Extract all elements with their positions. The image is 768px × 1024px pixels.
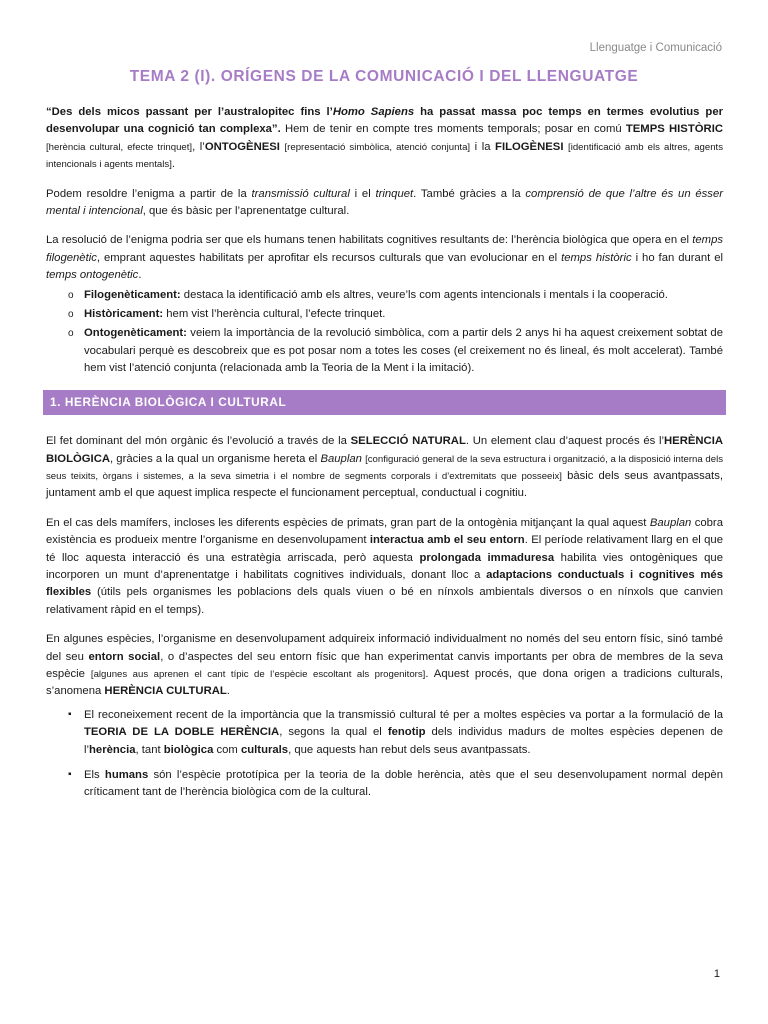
list-item: o Filogenèticament: destaca la identificació amb els altres, veure’ls com agents intencionals i mentals i la cooperació. (46, 287, 723, 304)
temporal-moments-list (46, 287, 723, 378)
document-title: TEMA 2 (I). ORÍGENS DE LA COMUNICACIÓ I DEL LLENGUATGE (129, 68, 639, 85)
term-filogenesi: FILOGÈNESI (495, 140, 564, 153)
paragraph-mammals: En el cas dels mamífers, incloses les diferents espècies de primats, gran part de la ontogènia mitjançant la qual aquest Bauplan cobra existència es produeix mentre l’organisme en desenvolupament interactua amb el seu entorn. El període relativament llarg en el que té lloc aquesta interacció és una estratègia arriscada, però aquesta prolongada immaduresa habilita vies ontogèniques que incorporen un munt d’aprenentatge i habilitats cognitives individuals, donant lloc a adaptacions conductuals i cognitives més flexibles (útils pels organismes les poblacions dels quals viuen o bé en nínxols ambientals diversos o en nínxols que canvien relativament ràpid en el temps). (46, 516, 723, 616)
running-header: Llenguatge i Comunicació (589, 42, 722, 54)
term-ontogenesi: ONTOGÈNESI (204, 140, 280, 153)
dual-inheritance-list (46, 707, 723, 802)
paragraph-enigma: Podem resoldre l’enigma a partir de la transmissió cultural i el trinquet. També gràcies a la comprensió de que l’altre és un ésser mental i intencional, que és bàsic per l’aprenentatge cultural. (46, 187, 724, 218)
paragraph-natural-selection: El fet dominant del món orgànic és l’evolució a través de la SELECCIÓ NATURAL. Un element clau d’aquest procés és l’HERÈNCIA BIOLÒGICA, gràcies a la qual un organisme hereta el Bauplan [configuració general de la seva estructura i organització, a la disposició interna dels seus teixits, òrgans i sistemes, a la seva simetria i el nombre de segments corporals i d’extremitats que posseeix] bàsic dels seus avantpassats, juntament amb el que aquest implica respecte el funcionament perceptual, conductual i cognitiu. (46, 435, 723, 500)
section-heading: 1. HERÈNCIA BIOLÒGICA I CULTURAL (43, 390, 726, 415)
intro-paragraph: “Des dels micos passant per l’australopitec fins l’Homo Sapiens ha passat massa poc temps en termes evolutius per desenvolupar una cognició tan complexa”. Hem de tenir en compte tres moments temporals; posar en comú TEMPS HISTÒRIC [herència cultural, efecte trinquet], l’ONTOGÈNESI [representació simbòlica, atenció conjunta] i la FILOGÈNESI [identificació amb els altres, agents intencionals i agents mentals]. (46, 106, 724, 171)
list-item: ▪ El reconeixement recent de la importància que la transmissió cultural té per a moltes espècies va portar a la formulació de la TEORIA DE LA DOBLE HERÈNCIA, segons la qual el fenotip dels individus madurs de moltes espècies depenen de l’herència, tant biològica com culturals, que aquests han rebut dels seus avantpassats. (46, 707, 723, 759)
paragraph-resolution: La resolució de l’enigma podria ser que els humans tenen habilitats cognitives resultants de: l’herència biològica que opera en el temps filogenètic, emprant aquestes habilitats per aprofitar els recursos culturals que van evolucionar en el temps històric i ho fan durant el temps ontogenètic. (46, 234, 724, 282)
document-body (46, 104, 723, 814)
list-item: ▪ Els humans són l’espècie prototípica per la teoria de la doble herència, atès que el seu desenvolupament normal depèn críticament tant de l’herència biològica com de la cultural. (46, 767, 723, 802)
paragraph-cultural-heritage: En algunes espècies, l’organisme en desenvolupament adquireix informació individualment no només del seu entorn físic, sinó també del seu entorn social, o d’aspectes del seu entorn físic que han experimentat canvis importants per obra de membres de la seva espècie [algunes aus aprenen el cant típic de l’espècie escoltant als progenitors]. Aquest procés, que dona origen a tradicions culturals, s’anomena HERÈNCIA CULTURAL. (46, 633, 723, 698)
page-number: 1 (713, 968, 720, 980)
list-item: o Ontogenèticament: veiem la importància de la revolució simbòlica, com a partir dels 2 anys hi ha aquest creixement sobtat de vocabulari perquè es descobreix que es pot posar nom a totes les coses (el creixement no és lineal, és molt accelerat). També hem vist l’atenció conjunta (relacionada amb la Teoria de la Ment i la imitació). (46, 325, 723, 377)
intro-quote: “Des dels micos passant per l’australopitec fins l’Homo Sapiens ha passat massa poc temps en termes evolutius per desenvolupar una cognició tan complexa”. (46, 106, 723, 136)
list-item: o Històricament: hem vist l’herència cultural, l’efecte trinquet. (46, 306, 723, 323)
term-temps-historic: TEMPS HISTÒRIC (625, 123, 723, 136)
